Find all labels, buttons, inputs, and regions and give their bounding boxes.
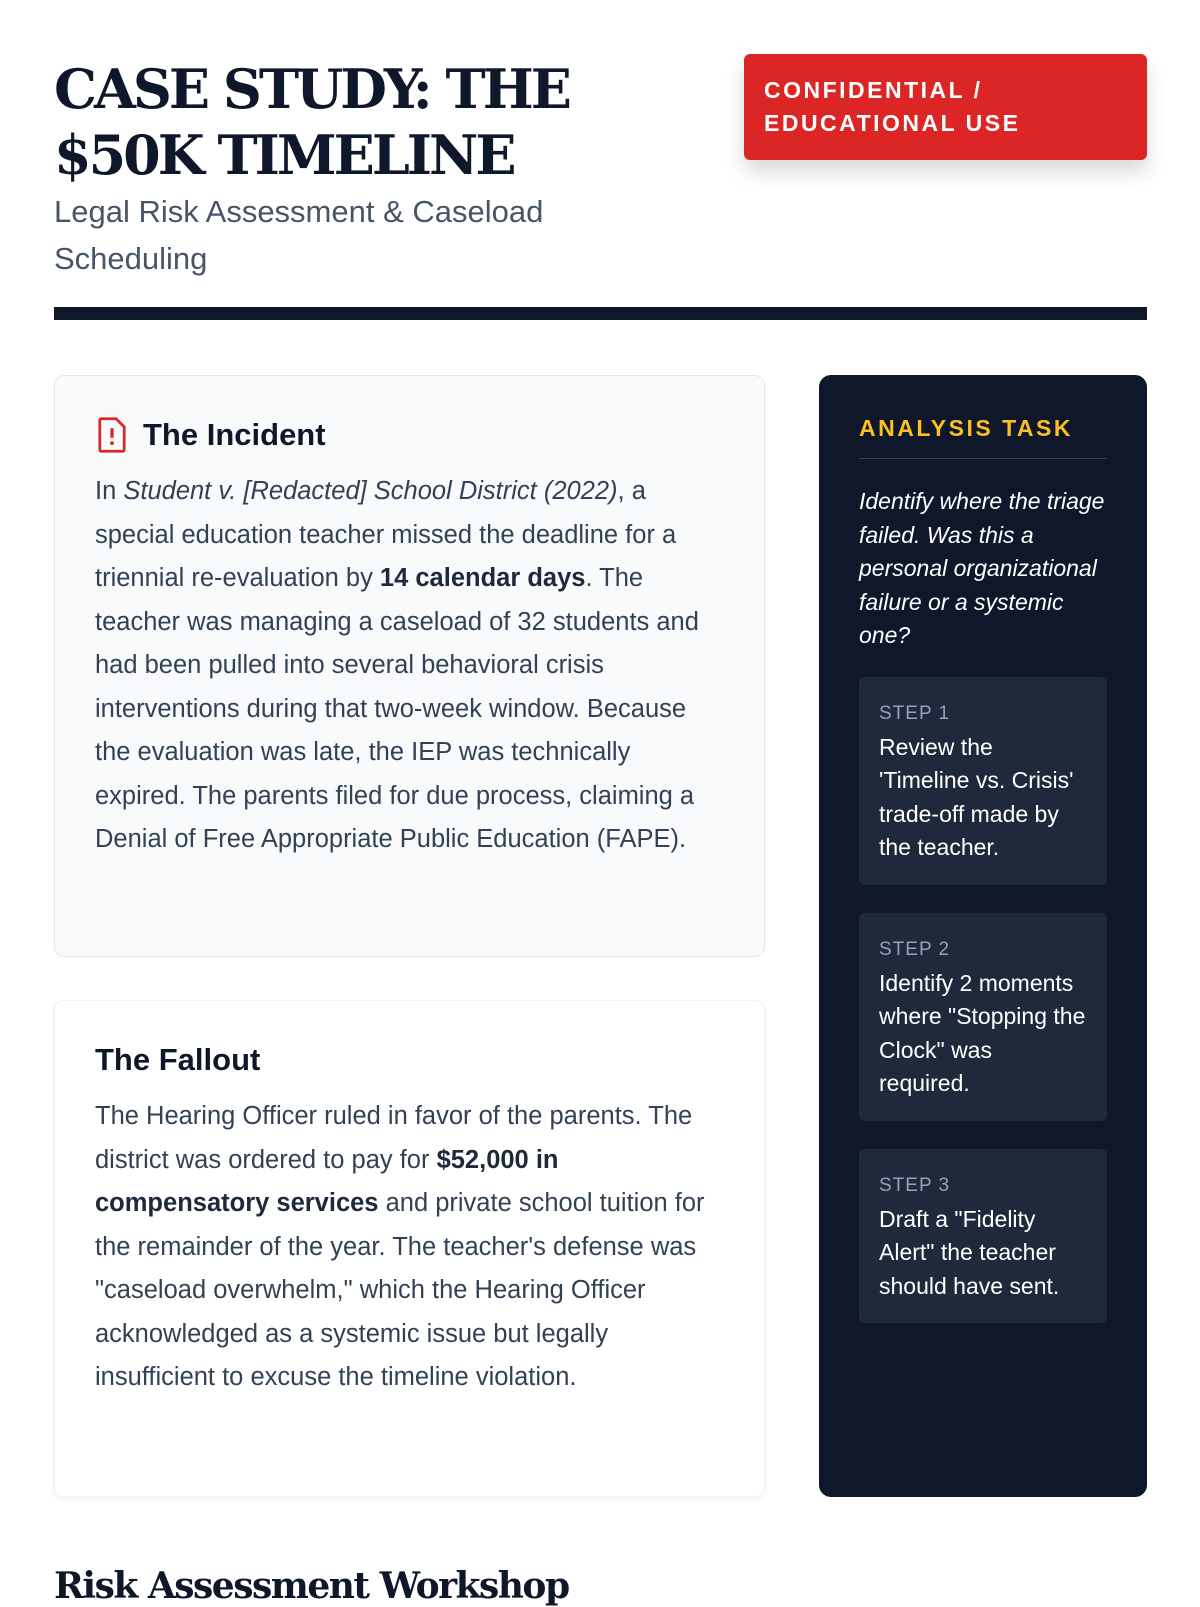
step-text: Review the 'Timeline vs. Crisis' trade-off made by the teacher.	[879, 733, 1074, 860]
step-label: STEP 2	[879, 938, 951, 960]
incident-text: In Student v. [Redacted] School District (2022), a special education teacher missed the deadline for a triennial re-evaluation by 14 calendar days. The teacher was managing a caseload of 32 students and had been pulled into several behavioral crisis interventions during that two-week window. Because the evaluation was late, the IEP was technically expired. The parents filed for due process, claiming a Denial of Free Appropriate Public Education (FAPE).	[95, 477, 699, 853]
analysis-task-panel	[819, 375, 1147, 1497]
case-name: Student v. [Redacted] School District (2022)	[123, 477, 618, 505]
step-label: STEP 1	[879, 702, 951, 724]
fallout-text: The Hearing Officer ruled in favor of the parents. The district was ordered to pay for $52,000 in compensatory services and private school tuition for the remainder of the year. The teacher's defense was "caseload overwhelm," which the Hearing Officer acknowledged as a systemic issue but legally insufficient to excuse the timeline violation.	[95, 1102, 705, 1391]
step-text: Draft a "Fidelity Alert" the teacher should have sent.	[879, 1205, 1060, 1299]
step-label: STEP 3	[879, 1174, 951, 1196]
step-card	[859, 1149, 1107, 1324]
fallout-card	[54, 1000, 765, 1497]
step-card	[859, 913, 1107, 1121]
alert-file-icon	[95, 416, 129, 454]
incident-title: The Incident	[143, 417, 326, 452]
workshop-heading: Risk Assessment Workshop	[54, 1565, 569, 1607]
header-divider	[54, 307, 1147, 320]
fallout-title: The Fallout	[95, 1042, 261, 1077]
analysis-task-title: ANALYSIS TASK	[859, 415, 1107, 459]
step-text: Identify 2 moments where "Stopping the Clock" was required.	[879, 969, 1086, 1096]
confidential-badge: CONFIDENTIAL / EDUCATIONAL USE	[744, 54, 1147, 160]
analysis-question: Identify where the triage failed. Was this a personal organizational failure or a systemic one?	[859, 488, 1105, 648]
incident-card	[54, 375, 765, 957]
page-title: CASE STUDY: THE $50K TIMELINE	[54, 57, 569, 187]
page-subtitle: Legal Risk Assessment & Caseload Scheduling	[54, 194, 544, 276]
step-card	[859, 677, 1107, 885]
